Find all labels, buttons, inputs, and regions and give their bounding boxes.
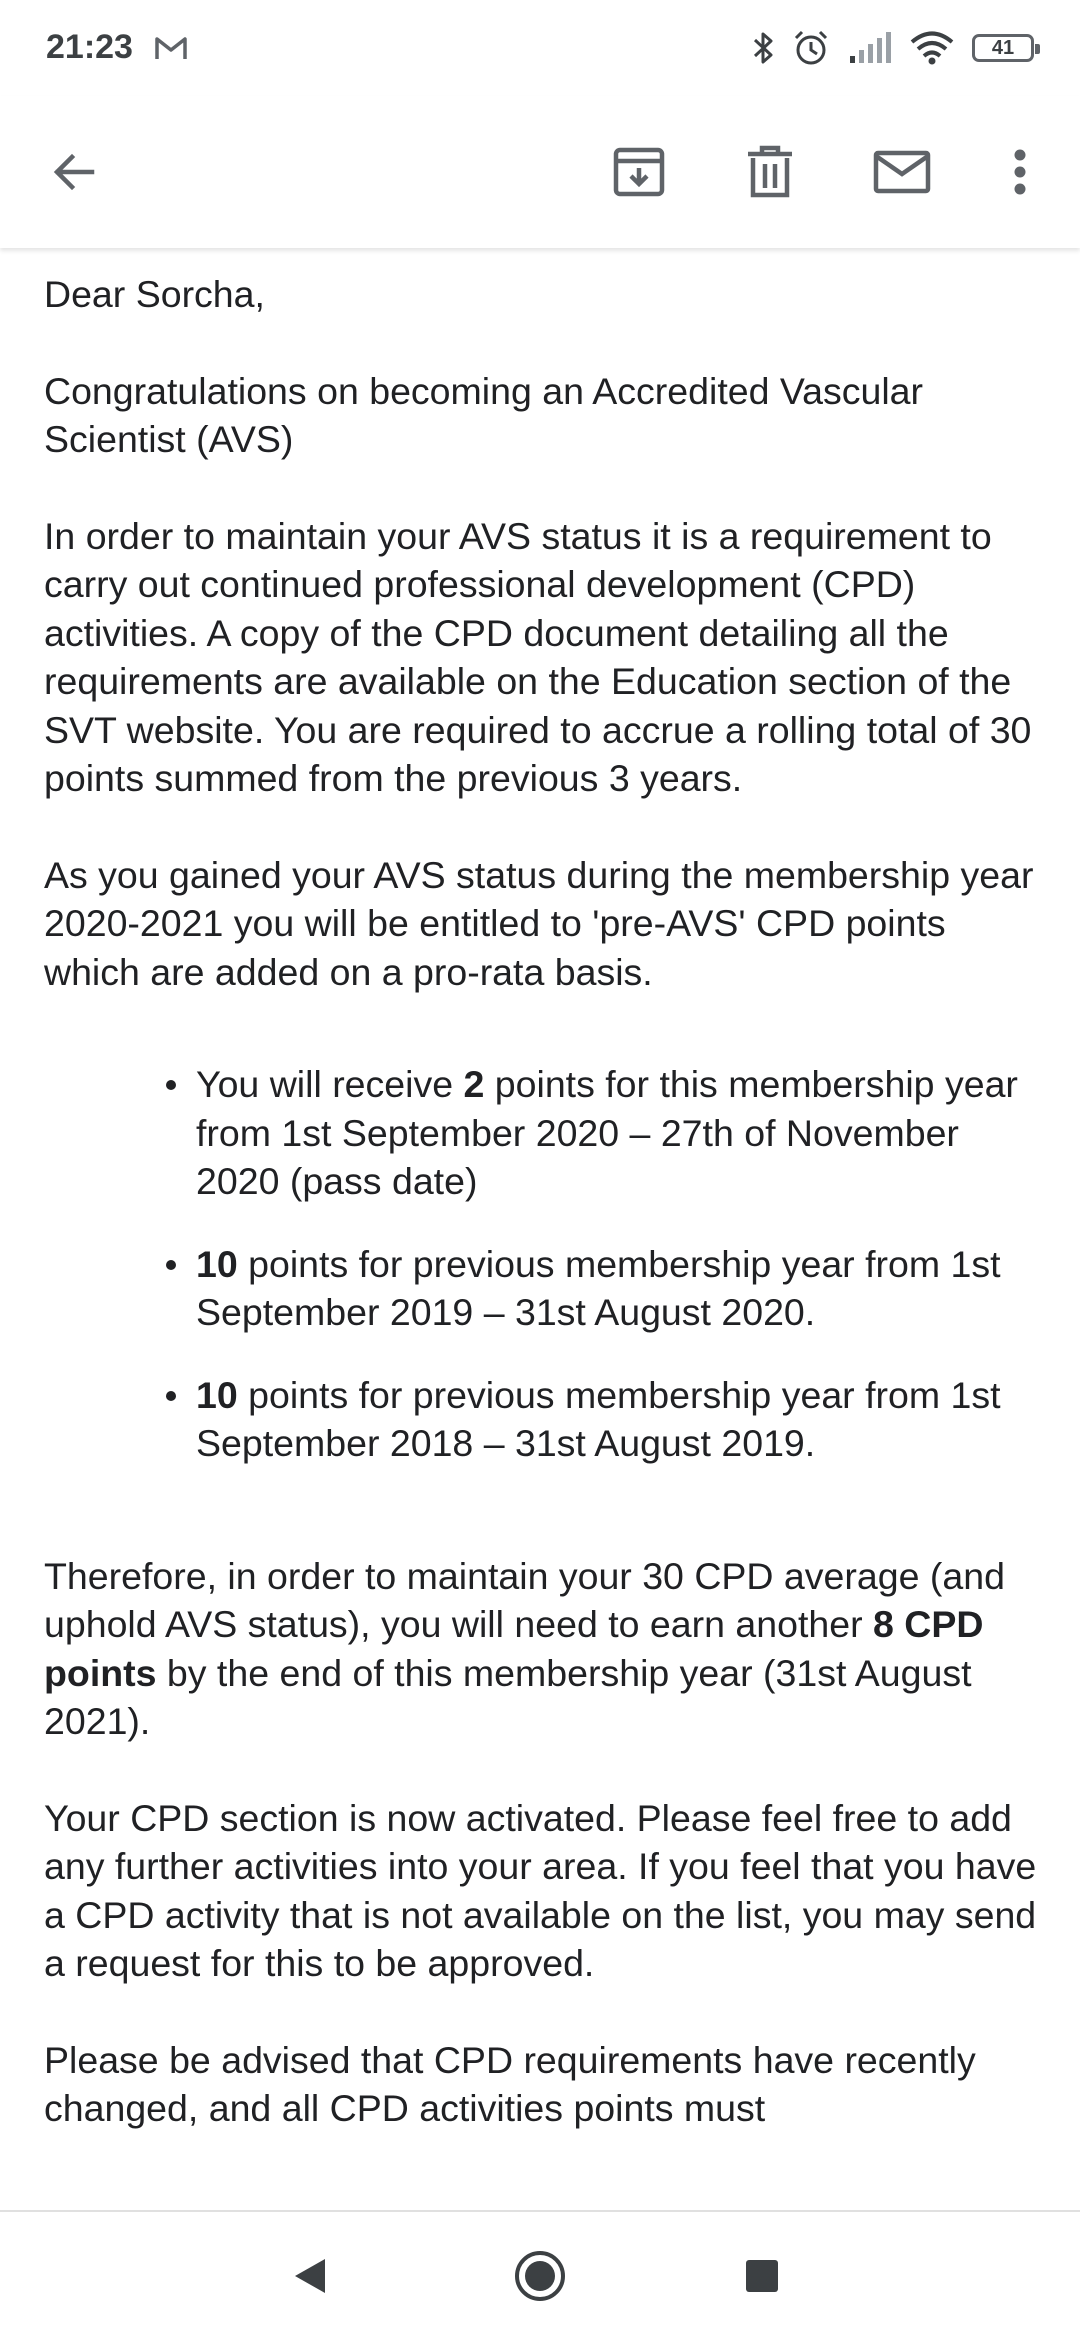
email-body-text: [44, 270, 1044, 2181]
gmail-icon: [154, 34, 188, 62]
more-vert-icon: [1013, 148, 1027, 196]
battery-icon: [972, 34, 1034, 62]
bullet-item: [196, 1371, 1044, 1468]
bullet-item: [196, 1060, 1044, 1206]
nav-back-button[interactable]: [270, 2236, 350, 2316]
signal-icon: [848, 32, 892, 64]
status-bar: [0, 0, 1080, 96]
bullet-text-post: points for this membership year from 1st September 2020 – 27th of November 2020 (pass date): [196, 1063, 1018, 1202]
email-paragraph-4: [44, 1552, 1044, 1746]
back-arrow-icon: [50, 148, 98, 196]
bullet-points-value: 10: [196, 1373, 238, 1416]
bullet-text-post: points for previous membership year from 1st September 2018 – 31st August 2019.: [196, 1373, 1001, 1464]
email-paragraph-2: In order to maintain your AVS status it is a requirement to carry out continued professional development (CPD) activities. A copy of the CPD document detailing all the requirements are available on the Education section of the SVT website. You are required to accrue a rolling total of 30 points summed from the previous 3 years.: [44, 514, 1032, 799]
nav-home-button[interactable]: [500, 2236, 580, 2316]
wifi-icon: [910, 31, 954, 65]
more-options-button[interactable]: [982, 134, 1058, 210]
email-paragraph-1: Congratulations on becoming an Accredited Vascular Scientist (AVS): [44, 369, 923, 460]
bullet-text-post: points for previous membership year from 1st September 2019 – 31st August 2020.: [196, 1242, 1001, 1333]
nav-home-icon: [513, 2249, 567, 2303]
bullet-points-value: 10: [196, 1242, 238, 1285]
delete-icon: [746, 145, 794, 199]
alarm-icon: [792, 29, 830, 67]
archive-icon: [612, 145, 666, 199]
back-button[interactable]: [36, 134, 112, 210]
bullet-text-pre: You will receive: [196, 1063, 464, 1105]
status-time: 21:23: [46, 28, 133, 66]
archive-button[interactable]: [601, 134, 677, 210]
points-bullet-list: [44, 1060, 1044, 1468]
nav-back-icon: [292, 2256, 328, 2296]
bullet-points-value: 2: [463, 1063, 485, 1105]
mark-unread-button[interactable]: [864, 134, 940, 210]
email-paragraph-3: As you gained your AVS status during the membership year 2020-2021 you will be entitled to 'pre-AVS' CPD points which are added on a pro-rata basis.: [44, 853, 1034, 993]
nav-recents-button[interactable]: [722, 2236, 802, 2316]
required-cpd-points: 8 CPD points: [44, 1603, 984, 1694]
status-icons: [752, 26, 1034, 70]
email-paragraph-6: Please be advised that CPD requirements have recently changed, and all CPD activities points must: [44, 2038, 976, 2129]
bullet-item: [196, 1240, 1044, 1337]
nav-recents-icon: [744, 2258, 780, 2294]
delete-button[interactable]: [732, 134, 808, 210]
email-paragraph-5: Your CPD section is now activated. Please feel free to add any further activities into your area. If you feel that you have a CPD activity that is not available on the list, you may send a request for this to be approved.: [44, 1796, 1037, 1984]
system-nav-bar: [0, 2210, 1080, 2340]
paragraph-4-text-pre: Therefore, in order to maintain your 30 CPD average (and uphold AVS status), you will need to earn another: [44, 1554, 1005, 1645]
mark-unread-icon: [873, 150, 931, 194]
email-toolbar: [0, 96, 1080, 248]
email-greeting: Dear Sorcha,: [44, 273, 265, 315]
battery-level: 41: [991, 36, 1015, 59]
paragraph-4-text-post: by the end of this membership year (31st August 2021).: [44, 1651, 972, 1742]
email-body[interactable]: [0, 250, 1080, 2210]
bluetooth-icon: [752, 30, 774, 66]
